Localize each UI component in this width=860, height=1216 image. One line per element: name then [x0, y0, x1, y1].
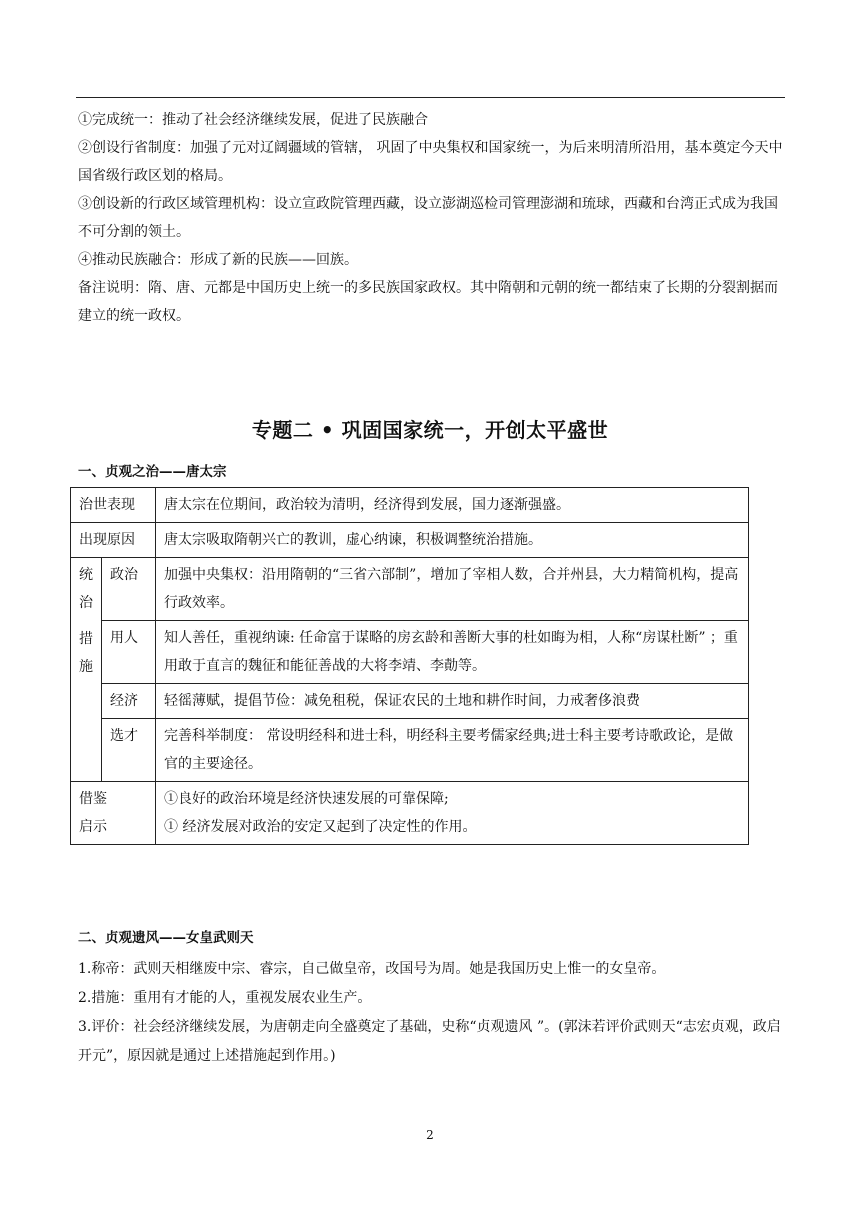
intro-item-4: ④推动民族融合：形成了新的民族——回族。	[78, 252, 358, 268]
intro-section	[78, 106, 786, 330]
table-row	[71, 621, 749, 684]
lesson-label-line: 借鉴	[79, 791, 107, 807]
lesson-label-line: 启示	[79, 819, 107, 835]
table-row	[71, 684, 749, 719]
row-label: 政治	[102, 558, 156, 621]
group-char: 措	[79, 631, 93, 647]
section2-heading: 二、贞观遗风——女皇武则天	[78, 930, 254, 946]
measures-group-label	[71, 558, 102, 782]
row-content	[156, 782, 749, 845]
row-label: 治世表现	[71, 488, 156, 523]
section1-heading: 一、贞观之治——唐太宗	[78, 464, 227, 480]
row-content: 唐太宗在位期间，政治较为清明，经济得到发展，国力逐渐强盛。	[156, 488, 749, 523]
row-label: 经济	[102, 684, 156, 719]
row-label: 选才	[102, 719, 156, 782]
lesson-line: ①良好的政治环境是经济快速发展的可靠保障;	[164, 791, 449, 807]
row-content: 唐太宗吸取隋朝兴亡的教训，虚心纳谏，积极调整统治措施。	[156, 523, 749, 558]
row-content: 知人善任，重视纳谏: 任命富于谋略的房玄龄和善断大事的杜如晦为相，人称“房谋杜断” ；重用敢于直言的魏征和能征善战的大将李靖、李勣等。	[156, 621, 749, 684]
intro-item-2: ②创设行省制度：加强了元对辽阔疆域的管辖， 巩固了中央集权和国家统一，为后来明清所沿用，基本奠定今天中国省级行政区划的格局。	[78, 140, 783, 184]
group-char: 施	[79, 659, 93, 675]
table-row	[71, 719, 749, 782]
intro-item-3: ③创设新的行政区域管理机构：设立宣政院管理西藏，设立澎湖巡检司管理澎湖和琉球，西藏和台湾正式成为我国不可分割的领土。	[78, 196, 778, 240]
row-content: 完善科举制度： 常设明经科和进士科，明经科主要考儒家经典;进士科主要考诗歌政论，是做官的主要途径。	[156, 719, 749, 782]
section2-item-3: 3.评价：社会经济继续发展，为唐朝走向全盛奠定了基础，史称“贞观遗风 ”。(郭沫若评价武则天“志宏贞观，政启开元”，原因就是通过上述措施起到作用。)	[78, 1019, 781, 1064]
row-label: 出现原因	[71, 523, 156, 558]
row-content: 轻徭薄赋，提倡节俭：减免租税，保证农民的土地和耕作时间，力戒奢侈浪费	[156, 684, 749, 719]
section2-item-2: 2.措施：重用有才能的人，重视发展农业生产。	[78, 990, 372, 1006]
section2-body	[78, 955, 788, 1071]
zhenguan-table	[70, 487, 749, 845]
intro-item-1: ①完成统一：推动了社会经济继续发展，促进了民族融合	[78, 112, 428, 128]
section2-item-1: 1.称帝：武则天相继废中宗、睿宗，自己做皇帝，改国号为周。她是我国历史上惟一的女皇帝。	[78, 961, 666, 977]
table-row	[71, 558, 749, 621]
header-rule	[76, 97, 785, 98]
group-char: 治	[79, 595, 93, 611]
table-row	[71, 523, 749, 558]
row-content: 加强中央集权：沿用隋朝的“三省六部制”，增加了宰相人数，合并州县，大力精简机构，提高行政效率。	[156, 558, 749, 621]
table-row	[71, 782, 749, 845]
page-number: 2	[426, 1128, 434, 1142]
row-label: 用人	[102, 621, 156, 684]
topic-title: 专题二 • 巩固国家统一，开创太平盛世	[251, 418, 609, 442]
row-label	[71, 782, 156, 845]
group-char: 统	[79, 567, 93, 583]
intro-note: 备注说明：隋、唐、元都是中国历史上统一的多民族国家政权。其中隋朝和元朝的统一都结束了长期的分裂割据而建立的统一政权。	[78, 280, 778, 324]
table-row	[71, 488, 749, 523]
lesson-line: ① 经济发展对政治的安定又起到了决定性的作用。	[164, 819, 477, 835]
